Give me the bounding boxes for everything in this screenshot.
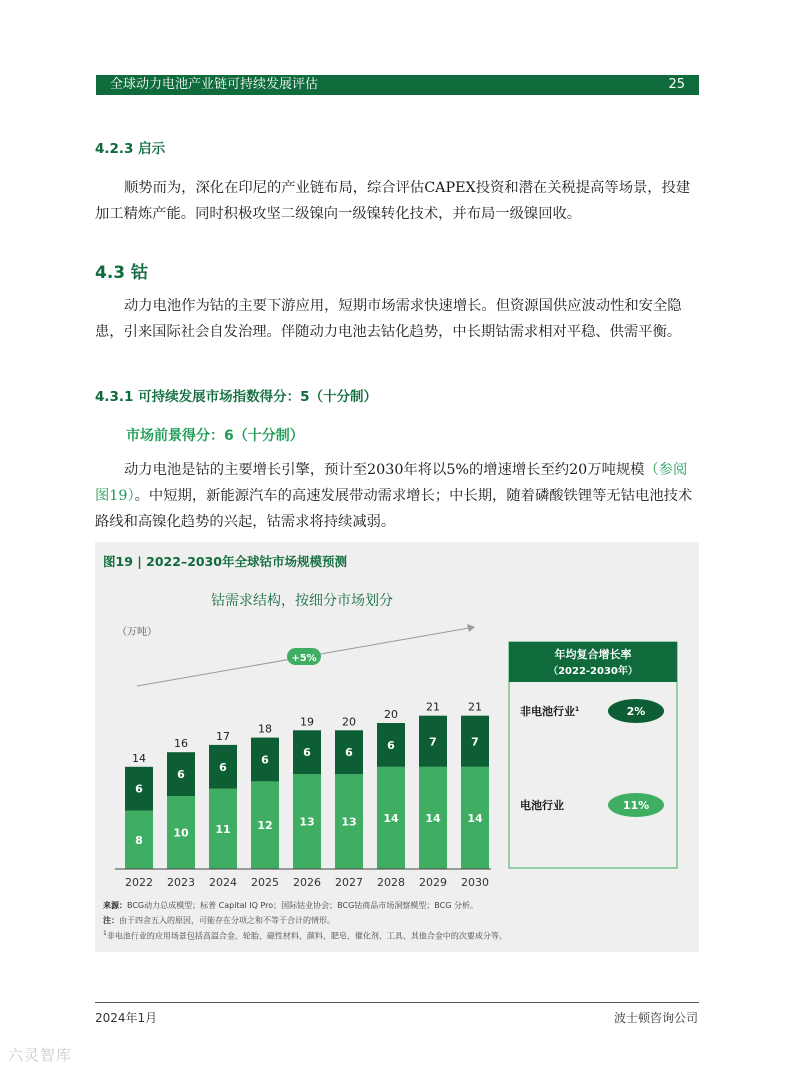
bar-total-2026: 19 <box>300 715 314 729</box>
section-4-3-1-heading: 4.3.1 可持续发展市场指数得分：5（十分制） <box>95 389 378 405</box>
bar-label-battery-2027: 13 <box>341 815 357 829</box>
bar-label-nonbattery-2024: 6 <box>219 760 227 774</box>
bar-total-2025: 18 <box>258 722 272 736</box>
cagr-value-nonbattery: 2% <box>626 705 646 718</box>
x-tick-2025: 2025 <box>251 876 279 889</box>
page-number: 25 <box>668 77 685 92</box>
chart-subtitle: 钴需求结构，按细分市场划分 <box>211 593 393 609</box>
growth-badge-label: +5% <box>291 653 317 664</box>
bar-label-nonbattery-2023: 6 <box>177 768 185 782</box>
x-tick-2023: 2023 <box>167 876 195 889</box>
figure-reference-link[interactable]: （参阅图19） <box>95 462 688 504</box>
trend-arrow-head <box>467 624 475 632</box>
cagr-value-battery: 11% <box>622 799 650 812</box>
x-tick-2030: 2030 <box>461 876 489 889</box>
cagr-row-label-nonbattery: 非电池行业$^1$ <box>520 705 580 718</box>
figure-19 <box>95 542 699 952</box>
x-tick-2027: 2027 <box>335 876 363 889</box>
watermark-logo: 六灵智库 <box>8 1046 73 1064</box>
bar-label-nonbattery-2029: 7 <box>429 735 437 749</box>
bar-label-nonbattery-2030: 7 <box>471 735 479 749</box>
bar-label-nonbattery-2022: 6 <box>135 782 143 796</box>
market-body-part1: 动力电池是钴的主要增长引擎，预计至2030年将以5%的增速增长至约20万吨规模 <box>124 462 645 478</box>
bar-total-2023: 16 <box>174 737 188 751</box>
bar-total-2030: 21 <box>468 700 482 714</box>
source-text: BCG动力总成模型；标普 Capital IQ Pro；国际钴业协会；BCG钴商品市场洞察模型；BCG 分析。 <box>127 901 478 910</box>
x-tick-2028: 2028 <box>377 876 405 889</box>
market-outlook-heading: 市场前景得分：6（十分制） <box>126 428 304 444</box>
figure-source <box>103 900 478 911</box>
bar-label-nonbattery-2026: 6 <box>303 746 311 760</box>
bar-label-nonbattery-2027: 6 <box>345 746 353 760</box>
cagr-box <box>509 642 677 868</box>
bar-label-battery-2026: 13 <box>299 815 315 829</box>
figure-19-svg <box>95 542 699 952</box>
footnote-marker: 1 <box>103 930 107 937</box>
market-body-part2: 。中短期，新能源汽车的高速发展带动需求增长；中长期，随着磷酸铁锂等无钴电池技术路线和高镍化趋势的兴起，钴需求将持续减弱。 <box>95 488 693 530</box>
header-title: 全球动力电池产业链可持续发展评估 <box>110 77 319 92</box>
bar-label-battery-2029: 14 <box>425 811 441 825</box>
bar-label-battery-2022: 8 <box>135 833 143 847</box>
section-4-3-heading: 4.3 钴 <box>95 263 149 283</box>
figure-title: 图19 | 2022–2030年全球钴市场规模预测 <box>103 554 347 569</box>
figure-footnote <box>103 930 507 942</box>
bar-total-2022: 14 <box>132 751 146 765</box>
bar-label-battery-2024: 11 <box>215 822 231 836</box>
bar-label-battery-2030: 14 <box>467 811 483 825</box>
running-header <box>96 75 699 95</box>
footer-date: 2024年1月 <box>95 1011 158 1025</box>
cagr-row-label-battery: 电池行业 <box>520 799 564 812</box>
footer-org: 波士顿咨询公司 <box>613 1011 698 1025</box>
figure-note <box>103 915 335 926</box>
bar-label-battery-2028: 14 <box>383 811 399 825</box>
bar-total-2027: 20 <box>342 715 356 729</box>
x-tick-2026: 2026 <box>293 876 321 889</box>
x-tick-2024: 2024 <box>209 876 237 889</box>
bar-total-2028: 20 <box>384 708 398 721</box>
cagr-header-line1: 年均复合增长率 <box>554 648 632 661</box>
bar-group <box>125 701 489 889</box>
section-4-3-body: 动力电池作为钴的主要下游应用，短期市场需求快速增长。但资源国供应波动性和安全隐患，引来国际社会自发治理。伴随动力电池去钴化趋势，中长期钴需求相对平稳、供需平衡。 <box>95 298 682 340</box>
source-label: 来源： <box>103 901 127 910</box>
section-4-2-3-heading: 4.2.3 启示 <box>95 141 166 157</box>
bar-total-2029: 21 <box>426 700 440 714</box>
bar-label-battery-2023: 10 <box>173 826 189 840</box>
bar-label-nonbattery-2028: 6 <box>387 738 395 752</box>
bar-label-nonbattery-2025: 6 <box>261 753 269 767</box>
note-label: 注： <box>103 916 119 925</box>
cagr-header-line2: （2022-2030年） <box>548 666 638 677</box>
unit-label: （万吨） <box>117 627 157 638</box>
footer-divider <box>95 1002 699 1003</box>
footnote-text: 非电池行业的应用场景包括高温合金、轮胎、磁性材料、颜料、肥皂、催化剂、工具、其他合金中的次要成分等。 <box>106 931 507 941</box>
section-4-2-3-body: 顺势而为，深化在印尼的产业链布局，综合评估CAPEX投资和潜在关税提高等场景，投建加工精炼产能。同时积极攻坚二级镍向一级镍转化技术，并布局一级镍回收。 <box>95 180 691 222</box>
bar-total-2024: 17 <box>216 729 230 743</box>
x-tick-2029: 2029 <box>419 876 447 889</box>
note-text: 由于四舍五入的原因，可能存在分项之和不等于合计的情形。 <box>119 916 335 925</box>
x-tick-2022: 2022 <box>125 876 153 889</box>
bar-label-battery-2025: 12 <box>257 819 273 833</box>
market-outlook-body <box>95 457 700 535</box>
